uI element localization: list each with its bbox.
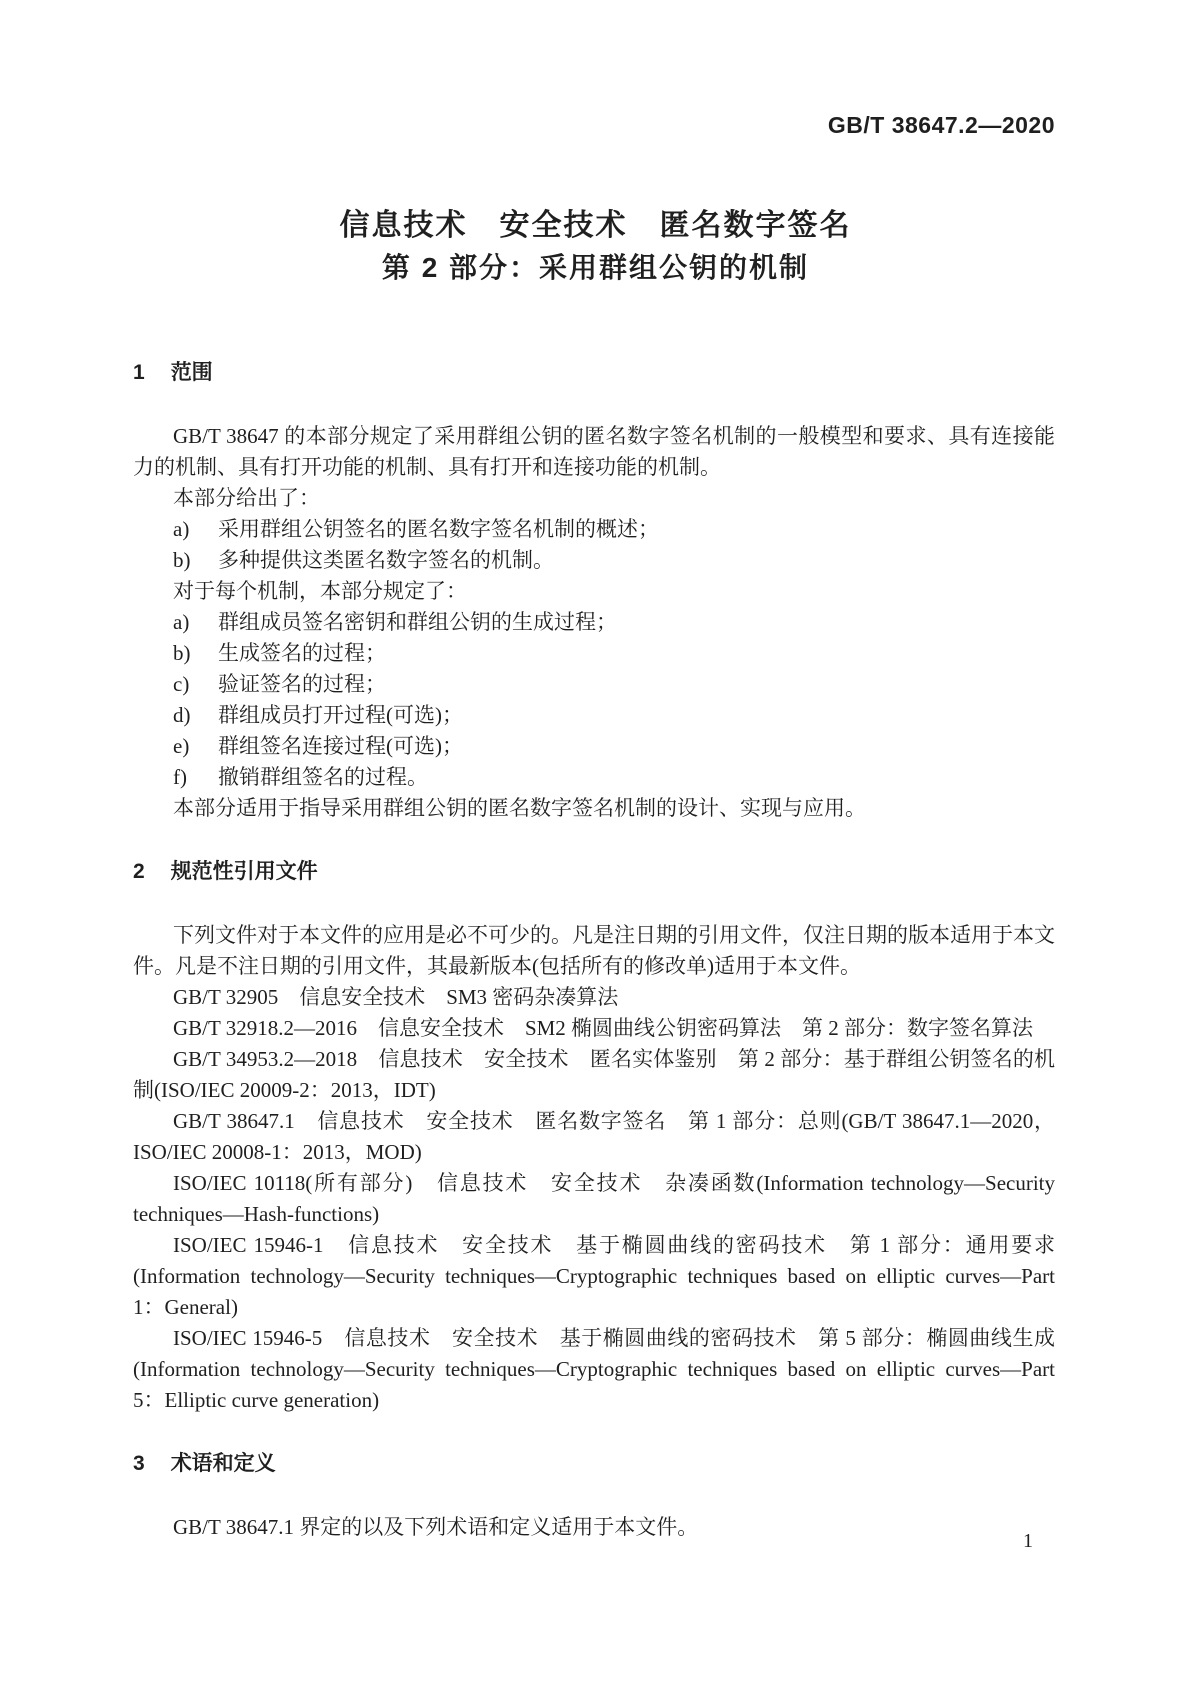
section-2-heading	[133, 856, 1055, 887]
section-number: 1	[133, 361, 145, 384]
paragraph-applicability: 本部分适用于指导采用群组公钥的匿名数字签名机制的设计、实现与应用。	[173, 796, 866, 820]
list-item	[133, 607, 1055, 638]
document-body	[133, 357, 1055, 1543]
reference-entry: GB/T 32905 信息安全技术 SM3 密码杂凑算法	[173, 985, 619, 1009]
paragraph-references-intro: 下列文件对于本文件的应用是必不可少的。凡是注日期的引用文件，仅注日期的版本适用于本文件。凡是不注日期的引用文件，其最新版本(包括所有的修改单)适用于本文件。	[133, 923, 1055, 978]
list-item	[133, 638, 1055, 669]
page-number: 1	[1023, 1530, 1033, 1552]
reference-entry: ISO/IEC 10118(所有部分) 信息技术 安全技术 杂凑函数(Information technology—Security techniques—Hash-functions)	[133, 1171, 1055, 1226]
doc-number: GB/T 38647.2—2020	[827, 112, 1055, 138]
paragraph-intro-list-2: 对于每个机制，本部分规定了：	[173, 579, 467, 603]
list-item-text: 生成签名的过程；	[218, 641, 386, 665]
list-item	[133, 731, 1055, 762]
list-item	[133, 545, 1055, 576]
reference-entry: ISO/IEC 15946-1 信息技术 安全技术 基于椭圆曲线的密码技术 第 1 部分：通用要求(Information technology—Security techniques—Cryptographic techniques based on elliptic curves—Part 1：General)	[133, 1233, 1055, 1319]
list-item-marker: b)	[173, 641, 191, 665]
list-item-text: 多种提供这类匿名数字签名的机制。	[218, 548, 554, 572]
title-line-1: 信息技术 安全技术 匿名数字签名	[339, 209, 852, 242]
section-heading-label: 范围	[170, 361, 213, 384]
list-item-text: 撤销群组签名的过程。	[218, 765, 428, 789]
section-3-heading	[133, 1448, 1055, 1479]
reference-entry: ISO/IEC 15946-5 信息技术 安全技术 基于椭圆曲线的密码技术 第 5 部分：椭圆曲线生成(Information technology—Security techniques—Cryptographic techniques based on elliptic curves—Part 5：Elliptic curve generation)	[133, 1326, 1055, 1412]
paragraph-intro-list-1: 本部分给出了：	[173, 486, 320, 510]
section-1-heading	[133, 357, 1055, 388]
list-item-marker: c)	[173, 672, 190, 696]
reference-entry: GB/T 38647.1 信息技术 安全技术 匿名数字签名 第 1 部分：总则(GB/T 38647.1—2020，ISO/IEC 20008-1：2013，MOD)	[133, 1109, 1055, 1164]
list-item	[133, 514, 1055, 545]
section-heading-label: 规范性引用文件	[170, 860, 318, 883]
section-number: 3	[133, 1452, 145, 1475]
list-item	[133, 762, 1055, 793]
list-item-text: 群组成员打开过程(可选)；	[218, 703, 463, 727]
list-item-marker: a)	[173, 610, 190, 634]
reference-entry: GB/T 34953.2—2018 信息技术 安全技术 匿名实体鉴别 第 2 部分：基于群组公钥签名的机制(ISO/IEC 20009-2：2013，IDT)	[133, 1047, 1055, 1102]
document-title	[0, 204, 1191, 289]
list-item	[133, 669, 1055, 700]
list-item-marker: e)	[173, 734, 190, 758]
list-item-marker: d)	[173, 703, 191, 727]
title-line-2: 第 2 部分：采用群组公钥的机制	[381, 252, 810, 283]
list-item	[133, 700, 1055, 731]
section-number: 2	[133, 860, 145, 883]
list-item-text: 验证签名的过程；	[218, 672, 386, 696]
list-item-text: 群组成员签名密钥和群组公钥的生成过程；	[218, 610, 617, 634]
reference-entry: GB/T 32918.2—2016 信息安全技术 SM2 椭圆曲线公钥密码算法 第 2 部分：数字签名算法	[173, 1016, 1034, 1040]
list-item-marker: f)	[173, 765, 187, 789]
list-item-text: 采用群组公钥签名的匿名数字签名机制的概述；	[218, 517, 659, 541]
list-item-marker: b)	[173, 548, 191, 572]
list-item-marker: a)	[173, 517, 190, 541]
paragraph-scope: GB/T 38647 的本部分规定了采用群组公钥的匿名数字签名机制的一般模型和要求、具有连接能力的机制、具有打开功能的机制、具有打开和连接功能的机制。	[133, 424, 1055, 479]
section-heading-label: 术语和定义	[170, 1452, 276, 1475]
list-item-text: 群组签名连接过程(可选)；	[218, 734, 463, 758]
paragraph-terms-intro: GB/T 38647.1 界定的以及下列术语和定义适用于本文件。	[173, 1515, 699, 1539]
